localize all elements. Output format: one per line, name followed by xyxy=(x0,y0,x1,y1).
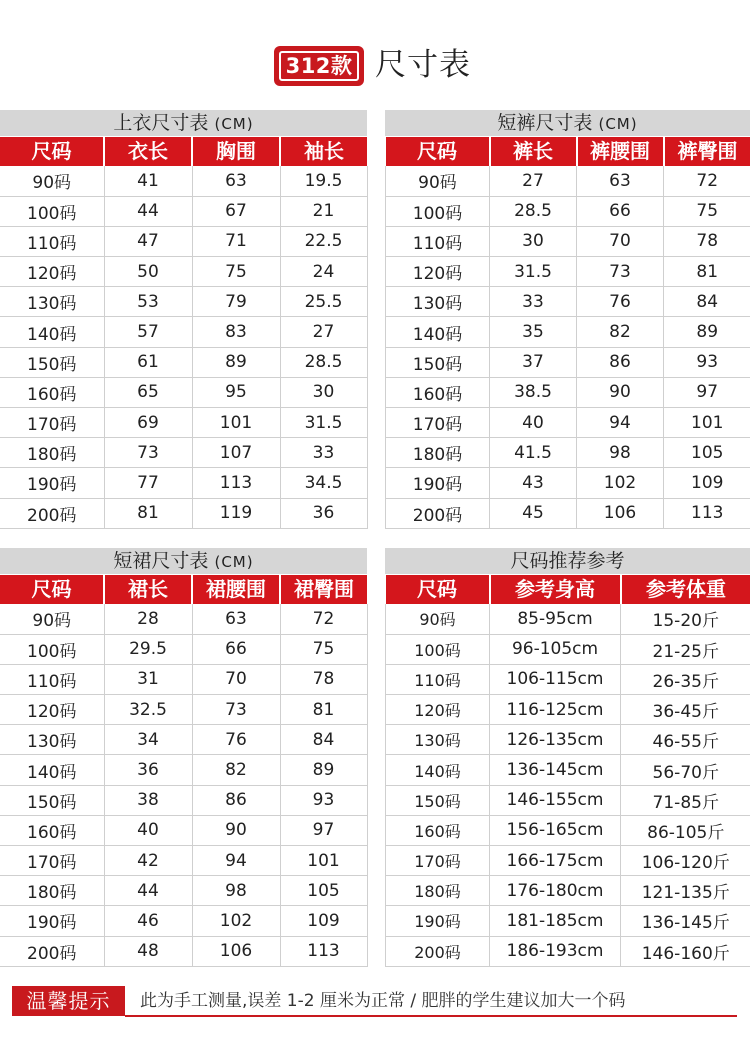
recommend-grid xyxy=(385,574,750,967)
table-row xyxy=(386,257,750,287)
value-cell: 36-45斤 xyxy=(621,695,750,725)
value-cell: 105 xyxy=(280,876,367,906)
value-cell: 90 xyxy=(577,377,664,407)
size-cell: 200码 xyxy=(0,936,104,966)
header-row xyxy=(0,137,367,167)
column-header: 裤长 xyxy=(490,137,577,167)
value-cell: 106 xyxy=(577,498,664,528)
size-cell: 170码 xyxy=(386,846,490,876)
table-row xyxy=(0,906,367,936)
value-cell: 97 xyxy=(664,377,750,407)
value-cell: 73 xyxy=(577,257,664,287)
value-cell: 78 xyxy=(664,226,750,256)
value-cell: 38 xyxy=(104,785,192,815)
skirt-size-table xyxy=(0,548,367,967)
table-row xyxy=(386,468,750,498)
column-header: 裙腰围 xyxy=(192,575,280,605)
shorts-title-text: 短裤尺寸表 xyxy=(497,112,593,134)
value-cell: 90 xyxy=(192,815,280,845)
size-cell: 140码 xyxy=(386,755,490,785)
value-cell: 81 xyxy=(664,257,750,287)
table-row xyxy=(386,408,750,438)
table-row xyxy=(386,695,750,725)
recommend-table-title xyxy=(385,548,750,574)
value-cell: 28.5 xyxy=(490,196,577,226)
value-cell: 166-175cm xyxy=(490,846,621,876)
value-cell: 79 xyxy=(192,287,280,317)
size-cell: 200码 xyxy=(386,498,490,528)
value-cell: 36 xyxy=(104,755,192,785)
shorts-title-unit: (CM) xyxy=(598,115,638,133)
size-cell: 90码 xyxy=(386,166,490,196)
value-cell: 84 xyxy=(664,287,750,317)
column-header: 参考身高 xyxy=(490,575,621,605)
table-row xyxy=(0,725,367,755)
table-row xyxy=(386,785,750,815)
size-cell: 180码 xyxy=(0,438,104,468)
table-row xyxy=(386,936,750,966)
skirt-grid xyxy=(0,574,368,967)
value-cell: 41.5 xyxy=(490,438,577,468)
value-cell: 26-35斤 xyxy=(621,664,750,694)
value-cell: 24 xyxy=(280,257,367,287)
size-cell: 140码 xyxy=(0,755,104,785)
value-cell: 63 xyxy=(192,166,280,196)
table-row xyxy=(386,196,750,226)
skirt-title-unit: (CM) xyxy=(214,553,254,571)
shorts-table-title xyxy=(385,110,750,136)
size-cell: 190码 xyxy=(386,906,490,936)
table-row xyxy=(386,498,750,528)
value-cell: 21 xyxy=(280,196,367,226)
value-cell: 69 xyxy=(104,408,192,438)
table-row xyxy=(0,498,367,528)
table-row xyxy=(0,166,367,196)
tops-title-unit: (CM) xyxy=(214,115,254,133)
value-cell: 61 xyxy=(104,347,192,377)
value-cell: 113 xyxy=(664,498,750,528)
value-cell: 102 xyxy=(577,468,664,498)
value-cell: 72 xyxy=(664,166,750,196)
value-cell: 15-20斤 xyxy=(621,604,750,634)
table-row xyxy=(0,468,367,498)
size-cell: 90码 xyxy=(0,604,104,634)
value-cell: 71 xyxy=(192,226,280,256)
table-row xyxy=(0,287,367,317)
table-row xyxy=(0,196,367,226)
table-row xyxy=(0,876,367,906)
table-row xyxy=(386,634,750,664)
value-cell: 113 xyxy=(192,468,280,498)
size-cell: 110码 xyxy=(386,226,490,256)
table-row xyxy=(0,846,367,876)
value-cell: 93 xyxy=(664,347,750,377)
value-cell: 72 xyxy=(280,604,367,634)
table-row xyxy=(0,785,367,815)
value-cell: 30 xyxy=(280,377,367,407)
size-cell: 200码 xyxy=(0,498,104,528)
value-cell: 107 xyxy=(192,438,280,468)
column-header: 尺码 xyxy=(386,575,490,605)
value-cell: 82 xyxy=(577,317,664,347)
value-cell: 96-105cm xyxy=(490,634,621,664)
value-cell: 48 xyxy=(104,936,192,966)
value-cell: 83 xyxy=(192,317,280,347)
size-cell: 190码 xyxy=(0,906,104,936)
value-cell: 36 xyxy=(280,498,367,528)
size-cell: 150码 xyxy=(0,785,104,815)
value-cell: 106-115cm xyxy=(490,664,621,694)
table-row xyxy=(0,408,367,438)
column-header: 参考体重 xyxy=(621,575,750,605)
table-row xyxy=(386,725,750,755)
value-cell: 28.5 xyxy=(280,347,367,377)
column-header: 尺码 xyxy=(0,137,104,167)
size-cell: 190码 xyxy=(0,468,104,498)
value-cell: 109 xyxy=(664,468,750,498)
value-cell: 70 xyxy=(192,664,280,694)
value-cell: 71-85斤 xyxy=(621,785,750,815)
value-cell: 42 xyxy=(104,846,192,876)
value-cell: 101 xyxy=(280,846,367,876)
value-cell: 53 xyxy=(104,287,192,317)
value-cell: 136-145斤 xyxy=(621,906,750,936)
value-cell: 27 xyxy=(280,317,367,347)
table-row xyxy=(386,664,750,694)
size-cell: 150码 xyxy=(0,347,104,377)
table-row xyxy=(386,906,750,936)
size-cell: 120码 xyxy=(0,695,104,725)
table-row xyxy=(386,846,750,876)
size-cell: 100码 xyxy=(386,634,490,664)
value-cell: 109 xyxy=(280,906,367,936)
value-cell: 43 xyxy=(490,468,577,498)
table-row xyxy=(0,347,367,377)
size-cell: 180码 xyxy=(0,876,104,906)
value-cell: 29.5 xyxy=(104,634,192,664)
value-cell: 40 xyxy=(490,408,577,438)
value-cell: 89 xyxy=(280,755,367,785)
size-cell: 100码 xyxy=(0,196,104,226)
value-cell: 21-25斤 xyxy=(621,634,750,664)
recommend-title-text: 尺码推荐参考 xyxy=(510,550,625,572)
value-cell: 75 xyxy=(664,196,750,226)
size-cell: 160码 xyxy=(0,815,104,845)
value-cell: 106 xyxy=(192,936,280,966)
table-row xyxy=(386,438,750,468)
table-row xyxy=(0,695,367,725)
table-row xyxy=(0,604,367,634)
value-cell: 98 xyxy=(192,876,280,906)
size-cell: 110码 xyxy=(386,664,490,694)
size-cell: 160码 xyxy=(386,815,490,845)
value-cell: 81 xyxy=(280,695,367,725)
value-cell: 73 xyxy=(192,695,280,725)
value-cell: 86 xyxy=(192,785,280,815)
value-cell: 66 xyxy=(577,196,664,226)
column-header: 胸围 xyxy=(192,137,280,167)
value-cell: 102 xyxy=(192,906,280,936)
value-cell: 106-120斤 xyxy=(621,846,750,876)
size-cell: 170码 xyxy=(0,846,104,876)
column-header: 衣长 xyxy=(104,137,192,167)
value-cell: 94 xyxy=(577,408,664,438)
size-cell: 140码 xyxy=(0,317,104,347)
skirt-table-title xyxy=(0,548,367,574)
column-header: 袖长 xyxy=(280,137,367,167)
value-cell: 65 xyxy=(104,377,192,407)
value-cell: 67 xyxy=(192,196,280,226)
value-cell: 101 xyxy=(664,408,750,438)
table-row xyxy=(0,317,367,347)
value-cell: 84 xyxy=(280,725,367,755)
value-cell: 46-55斤 xyxy=(621,725,750,755)
value-cell: 101 xyxy=(192,408,280,438)
value-cell: 76 xyxy=(577,287,664,317)
value-cell: 45 xyxy=(490,498,577,528)
value-cell: 25.5 xyxy=(280,287,367,317)
tops-size-table xyxy=(0,110,367,529)
size-cell: 180码 xyxy=(386,438,490,468)
table-row xyxy=(0,936,367,966)
value-cell: 76 xyxy=(192,725,280,755)
table-row xyxy=(386,876,750,906)
table-row xyxy=(0,438,367,468)
value-cell: 146-155cm xyxy=(490,785,621,815)
value-cell: 113 xyxy=(280,936,367,966)
table-row xyxy=(0,257,367,287)
value-cell: 89 xyxy=(192,347,280,377)
value-cell: 75 xyxy=(192,257,280,287)
column-header: 裤臀围 xyxy=(664,137,750,167)
value-cell: 63 xyxy=(192,604,280,634)
value-cell: 98 xyxy=(577,438,664,468)
value-cell: 119 xyxy=(192,498,280,528)
value-cell: 73 xyxy=(104,438,192,468)
value-cell: 86-105斤 xyxy=(621,815,750,845)
table-row xyxy=(386,166,750,196)
size-recommendation-table xyxy=(385,548,750,967)
tops-grid xyxy=(0,136,368,529)
value-cell: 22.5 xyxy=(280,226,367,256)
value-cell: 41 xyxy=(104,166,192,196)
table-row xyxy=(0,664,367,694)
size-cell: 170码 xyxy=(0,408,104,438)
table-row xyxy=(386,317,750,347)
tips-footer xyxy=(0,983,750,1019)
page-title: 尺寸表 xyxy=(375,47,471,83)
value-cell: 136-145cm xyxy=(490,755,621,785)
header-row xyxy=(386,137,750,167)
value-cell: 44 xyxy=(104,196,192,226)
table-row xyxy=(0,634,367,664)
column-header: 尺码 xyxy=(0,575,104,605)
value-cell: 89 xyxy=(664,317,750,347)
size-cell: 160码 xyxy=(0,377,104,407)
value-cell: 85-95cm xyxy=(490,604,621,634)
value-cell: 97 xyxy=(280,815,367,845)
value-cell: 47 xyxy=(104,226,192,256)
table-row xyxy=(0,815,367,845)
value-cell: 38.5 xyxy=(490,377,577,407)
tops-table-title xyxy=(0,110,367,136)
size-cell: 100码 xyxy=(0,634,104,664)
value-cell: 30 xyxy=(490,226,577,256)
value-cell: 33 xyxy=(280,438,367,468)
size-cell: 90码 xyxy=(0,166,104,196)
value-cell: 31 xyxy=(104,664,192,694)
value-cell: 70 xyxy=(577,226,664,256)
size-cell: 200码 xyxy=(386,936,490,966)
value-cell: 57 xyxy=(104,317,192,347)
size-cell: 130码 xyxy=(386,287,490,317)
value-cell: 181-185cm xyxy=(490,906,621,936)
size-cell: 120码 xyxy=(386,695,490,725)
value-cell: 81 xyxy=(104,498,192,528)
value-cell: 31.5 xyxy=(490,257,577,287)
value-cell: 50 xyxy=(104,257,192,287)
value-cell: 56-70斤 xyxy=(621,755,750,785)
size-cell: 130码 xyxy=(0,725,104,755)
table-row xyxy=(0,226,367,256)
value-cell: 156-165cm xyxy=(490,815,621,845)
value-cell: 40 xyxy=(104,815,192,845)
value-cell: 77 xyxy=(104,468,192,498)
size-cell: 90码 xyxy=(386,604,490,634)
table-row xyxy=(386,347,750,377)
size-cell: 150码 xyxy=(386,785,490,815)
value-cell: 34 xyxy=(104,725,192,755)
size-cell: 150码 xyxy=(386,347,490,377)
column-header: 裤腰围 xyxy=(577,137,664,167)
tips-label: 温馨提示 xyxy=(12,986,125,1016)
value-cell: 146-160斤 xyxy=(621,936,750,966)
size-cell: 190码 xyxy=(386,468,490,498)
model-badge-text: 312款 xyxy=(285,54,353,78)
size-cell: 170码 xyxy=(386,408,490,438)
value-cell: 95 xyxy=(192,377,280,407)
value-cell: 28 xyxy=(104,604,192,634)
size-cell: 180码 xyxy=(386,876,490,906)
table-row xyxy=(386,377,750,407)
table-row xyxy=(386,755,750,785)
size-cell: 130码 xyxy=(386,725,490,755)
header-row xyxy=(0,575,367,605)
column-header: 裙臀围 xyxy=(280,575,367,605)
column-header: 裙长 xyxy=(104,575,192,605)
table-row xyxy=(386,815,750,845)
skirt-title-text: 短裙尺寸表 xyxy=(113,550,209,572)
table-row xyxy=(386,604,750,634)
table-row xyxy=(0,755,367,785)
size-cell: 120码 xyxy=(386,257,490,287)
shorts-size-table xyxy=(385,110,750,529)
value-cell: 86 xyxy=(577,347,664,377)
size-cell: 160码 xyxy=(386,377,490,407)
value-cell: 19.5 xyxy=(280,166,367,196)
value-cell: 63 xyxy=(577,166,664,196)
value-cell: 121-135斤 xyxy=(621,876,750,906)
value-cell: 94 xyxy=(192,846,280,876)
shorts-grid xyxy=(385,136,750,529)
value-cell: 82 xyxy=(192,755,280,785)
value-cell: 27 xyxy=(490,166,577,196)
value-cell: 33 xyxy=(490,287,577,317)
value-cell: 78 xyxy=(280,664,367,694)
tips-text: 此为手工测量,误差 1-2 厘米为正常 / 肥胖的学生建议加大一个码 xyxy=(140,991,626,1011)
value-cell: 31.5 xyxy=(280,408,367,438)
size-cell: 100码 xyxy=(386,196,490,226)
value-cell: 93 xyxy=(280,785,367,815)
value-cell: 37 xyxy=(490,347,577,377)
size-cell: 110码 xyxy=(0,664,104,694)
value-cell: 75 xyxy=(280,634,367,664)
value-cell: 186-193cm xyxy=(490,936,621,966)
value-cell: 116-125cm xyxy=(490,695,621,725)
tops-title-text: 上衣尺寸表 xyxy=(113,112,209,134)
value-cell: 66 xyxy=(192,634,280,664)
value-cell: 46 xyxy=(104,906,192,936)
table-row xyxy=(386,287,750,317)
model-stamp-badge xyxy=(276,48,362,84)
value-cell: 176-180cm xyxy=(490,876,621,906)
size-cell: 130码 xyxy=(0,287,104,317)
page-header xyxy=(0,40,750,90)
size-cell: 140码 xyxy=(386,317,490,347)
value-cell: 35 xyxy=(490,317,577,347)
value-cell: 32.5 xyxy=(104,695,192,725)
value-cell: 105 xyxy=(664,438,750,468)
tips-underline xyxy=(125,1015,737,1017)
table-row xyxy=(0,377,367,407)
value-cell: 126-135cm xyxy=(490,725,621,755)
header-row xyxy=(386,575,750,605)
table-row xyxy=(386,226,750,256)
value-cell: 44 xyxy=(104,876,192,906)
column-header: 尺码 xyxy=(386,137,490,167)
value-cell: 34.5 xyxy=(280,468,367,498)
size-cell: 120码 xyxy=(0,257,104,287)
size-cell: 110码 xyxy=(0,226,104,256)
